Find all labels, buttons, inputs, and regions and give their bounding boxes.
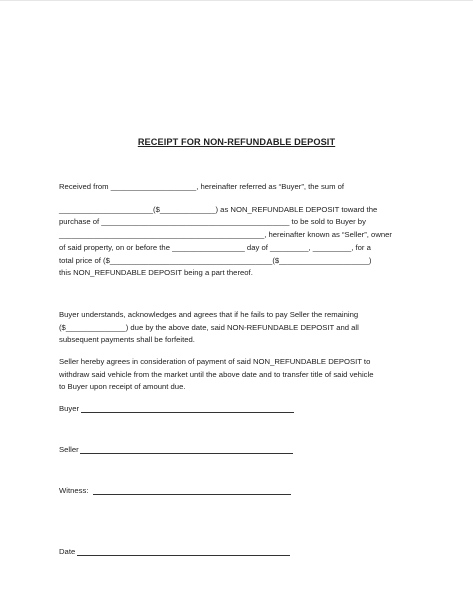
paragraph3-line: withdraw said vehicle from the market until the above date and to transfer title of said vehicle	[59, 370, 374, 379]
date-label: Date	[59, 547, 76, 556]
seller-signature-line[interactable]	[80, 453, 293, 454]
paragraph2-line: Buyer understands, acknowledges and agrees that if he fails to pay Seller the remaining	[59, 310, 359, 319]
paragraph1-line: Received from ____________________, hereinafter referred as “Buyer”, the sum of	[59, 182, 345, 191]
paragraph1-line: ________________________________________________, hereinafter known as “Seller”, owner	[59, 230, 392, 239]
paragraph2-line: subsequent payments shall be forfeited.	[59, 335, 195, 344]
witness-label: Witness:	[59, 486, 89, 495]
buyer-label: Buyer	[59, 404, 80, 413]
paragraph3-line: Seller hereby agrees in consideration of payment of said NON_REFUNDABLE DEPOSIT to	[59, 357, 371, 366]
paragraph1-line: of said property, on or before the _________________ day of _________, _________, for a	[59, 243, 371, 252]
paragraph3-line: to Buyer upon receipt of amount due.	[59, 382, 186, 391]
date-signature-line[interactable]	[77, 555, 290, 556]
document-title: RECEIPT FOR NON-REFUNDABLE DEPOSIT	[137, 137, 336, 147]
paragraph1-line: total price of ($______________________________________($_____________________)	[59, 256, 372, 265]
witness-signature-line[interactable]	[93, 494, 291, 495]
paragraph1-line: this NON_REFUNDABLE DEPOSIT being a part thereof.	[59, 268, 253, 277]
paragraph1-line: ______________________($_____________) as NON_REFUNDABLE DEPOSIT toward the	[59, 205, 378, 214]
paragraph1-line: purchase of ____________________________________________ to be sold to Buyer by	[59, 217, 366, 226]
paragraph2-line: ($______________) due by the above date, said NON-REFUNDABLE DEPOSIT and all	[59, 323, 359, 332]
buyer-signature-line[interactable]	[81, 412, 294, 413]
seller-label: Seller	[59, 445, 79, 454]
